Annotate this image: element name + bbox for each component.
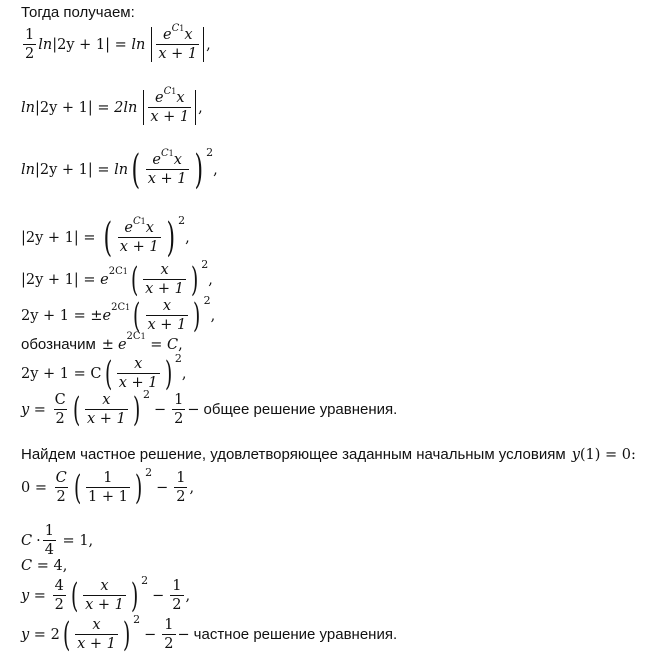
equation-7: 2y + 1 = C ( $\frac{x}{x + 1}$ ) 2 , [21,352,187,394]
equation-10: C = 4, [21,558,68,574]
notation-line: обозначим ± e 2C1 = C , [21,331,183,353]
equation-4: | 2y + 1 | = ( $\frac{e^{C1}x}{x + 1}$ ) 2 , [21,214,190,261]
partial-solution: y = 2 ( $\frac{x}{x + 1}$ ) 2 − $\frac{1}{2}$ − частное решение уравнения. [21,613,398,655]
equation-1: $\frac{1}{2}$ ln | 2y + 1 | = ln $\frac{e^{C1}x}{x + 1}$ , [25,23,211,62]
equation-2: ln | 2y + 1 | = 2ln $\frac{e^{C1}x}{x + 1}$ , [21,86,203,125]
equation-6: 2y + 1 = ± e 2C1 ( $\frac{x}{x + 1}$ ) 2 , [21,294,216,336]
fraction: $\frac{1}{2}$ [25,27,35,62]
equation-8: 0 = $\frac{C}{2}$ ( $\frac{1}{1 + 1}$ ) 2 − $\frac{1}{2}$ , [21,466,195,508]
equation-11: y = $\frac{4}{2}$ ( $\frac{x}{x + 1}$ ) 2 − $\frac{1}{2}$ , [21,574,191,616]
general-solution: y = $\frac{C}{2}$ ( $\frac{x}{x + 1}$ ) 2 − $\frac{1}{2}$ − общее решение уравнения. [21,388,398,430]
equation-5: | 2y + 1 | = e 2C1 ( $\frac{x}{x + 1}$ ) 2 , [21,258,213,300]
find-partial-text: Найдем частное решение, удовлетворяющее заданным начальным условиям y (1) = 0: [21,446,636,463]
absolute-value: $\frac{e^{C1}x}{x + 1}$ [151,27,204,62]
equation-3: ln | 2y + 1 | = ln ( $\frac{e^{C1}x}{x + 1}$ ) 2 , [21,146,218,193]
equation-9: C · $\frac{1}{4}$ = 1, [21,523,94,558]
intro-text: Тогда получаем: [21,4,135,21]
